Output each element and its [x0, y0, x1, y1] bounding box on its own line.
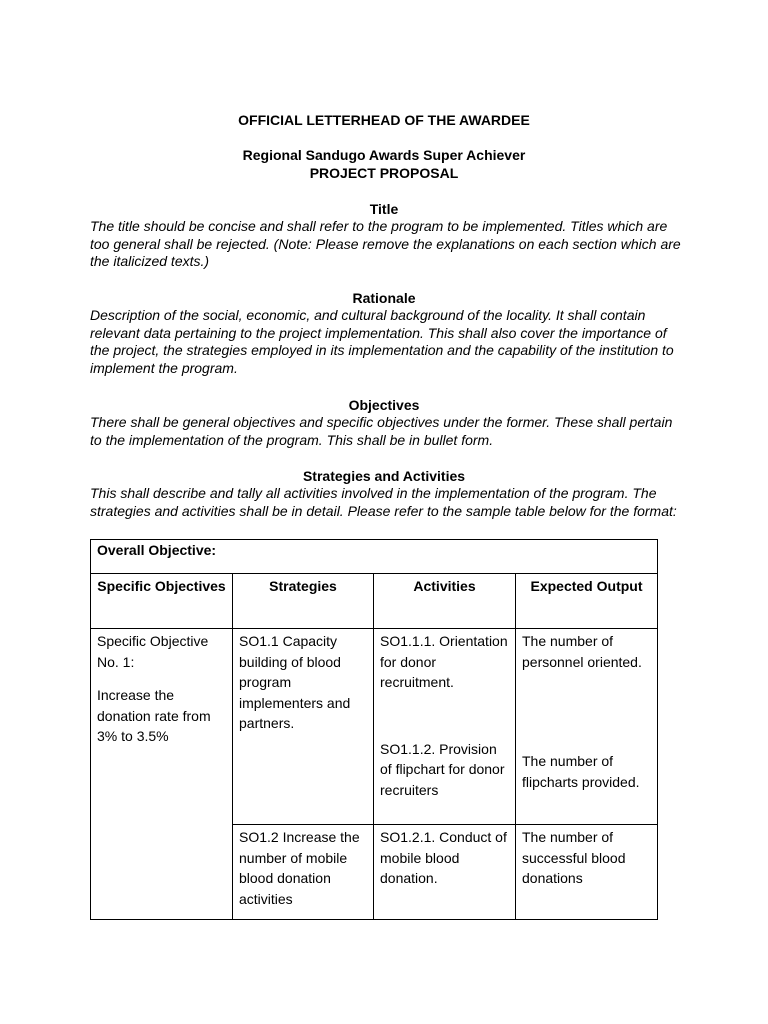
activity-cell-2	[374, 825, 516, 920]
output-text-2: The number of flipcharts provided.	[522, 753, 640, 790]
header-expected-output: Expected Output	[516, 574, 658, 629]
strategies-table	[90, 539, 658, 920]
document-type: PROJECT PROPOSAL	[309, 165, 459, 181]
activity-text-2: SO1.1.2. Provision of flipchart for donor recruiters	[380, 740, 505, 798]
section-heading-rationale: Rationale	[352, 290, 416, 306]
section-text-rationale: Description of the social, economic, and cultural background of the locality. It shall contain relevant data pertaining to the project implementation. This shall also cover the importance of the project, the strategies employed in its implementation and the capability of the institution to implement the program.	[90, 307, 674, 376]
output-text-1: The number of personnel oriented.	[522, 633, 642, 670]
section-text-title: The title should be concise and shall refer to the program to be implemented. Titles which are too general shall be rejected. (Note: Please remove the explanations on each section which are the italicized texts.)	[90, 218, 681, 269]
output-cell-2	[516, 825, 658, 920]
strategy-text-2: SO1.2 Increase the number of mobile blood donation activities	[239, 829, 360, 907]
specific-objective-text: Increase the donation rate from 3% to 3.5%	[97, 687, 211, 744]
strategy-text-1: SO1.1 Capacity building of blood program implementers and partners.	[239, 633, 351, 731]
section-heading-objectives: Objectives	[348, 397, 420, 413]
output-text-3: The number of successful blood donations	[522, 829, 626, 886]
overall-objective-label: Overall Objective:	[91, 540, 658, 574]
activity-cell-1	[374, 629, 516, 825]
header-activities: Activities	[374, 574, 516, 629]
section-heading-title: Title	[369, 201, 399, 217]
award-title: Regional Sandugo Awards Super Achiever	[242, 147, 526, 163]
specific-objective-cell	[91, 629, 233, 920]
section-text-objectives: There shall be general objectives and specific objectives under the former. These shall pertain to the implementation of the program. This shall be in bullet form.	[90, 414, 673, 448]
activity-text-1: SO1.1.1. Orientation for donor recruitment.	[380, 633, 508, 690]
header-strategies: Strategies	[233, 574, 374, 629]
activity-text-3: SO1.2.1. Conduct of mobile blood donation.	[380, 829, 507, 886]
strategy-cell-2	[233, 825, 374, 920]
section-heading-strategies: Strategies and Activities	[302, 468, 466, 484]
letterhead-title: OFFICIAL LETTERHEAD OF THE AWARDEE	[238, 112, 530, 128]
strategy-cell-1	[233, 629, 374, 825]
output-cell-1	[516, 629, 658, 825]
specific-objective-label: Specific Objective No. 1:	[97, 633, 209, 670]
section-text-strategies: This shall describe and tally all activities involved in the implementation of the program. The strategies and activities shall be in detail. Please refer to the sample table below for the format:	[90, 485, 677, 519]
header-specific-objectives: Specific Objectives	[91, 574, 233, 629]
